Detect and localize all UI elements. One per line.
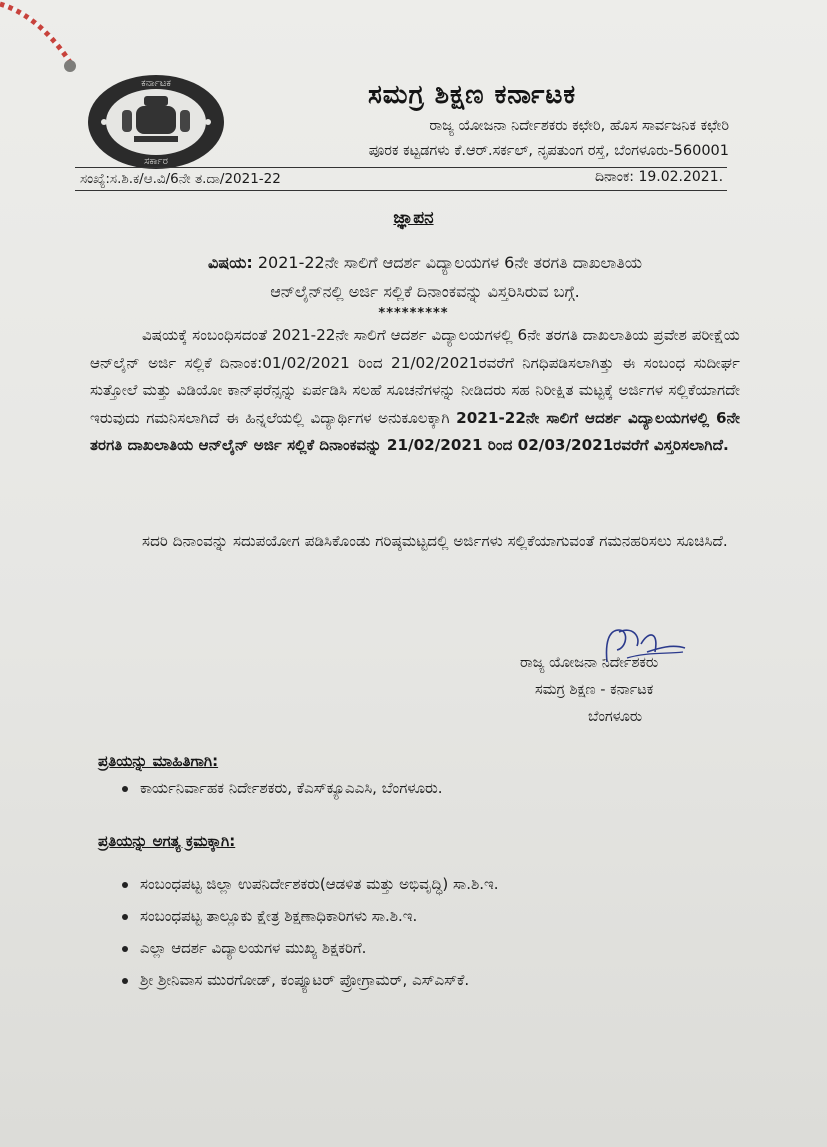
seal-bottom-text: ಸರ್ಕಾರ [144,156,168,167]
body-paragraph-1 [90,322,740,460]
signatory-designation: ರಾಜ್ಯ ಯೋಜನಾ ನಿರ್ದೇಶಕರು [520,655,659,671]
list-item: ಸಂಬಂಧಪಟ್ಟ ಜಿಲ್ಲಾ ಉಪನಿರ್ದೇಶಕರು(ಆಡಳಿತ ಮತ್ತು ಅಭಿವೃದ್ಧಿ) ಸಾ.ಶಿ.ಇ. [118,868,499,900]
reference-number: ಸಂಖ್ಯೆ:ಸ.ಶಿ.ಕ/ಆ.ವಿ/6ನೇ ತ.ದಾ/2021-22 [80,171,281,187]
header-divider-top [75,167,727,168]
header-divider-bottom [75,190,727,191]
signatory-city: ಬೆಂಗಳೂರು [588,709,643,725]
seal-top-text: ಕರ್ನಾಟಕ [141,78,171,89]
list-item: ಕಾರ್ಯನಿರ್ವಾಹಕ ನಿರ್ದೇಶಕರು, ಕೆಎಸ್‌ಕ್ಯೂಎಎಸಿ, ಬೆಂಗಳೂರು. [118,772,443,804]
separator-stars: ********* [378,306,449,321]
body-paragraph-2: ಸದರಿ ದಿನಾಂವನ್ನು ಸದುಪಯೋಗ ಪಡಿಸಿಕೊಂಡು ಗರಿಷ್ಠಮಟ್ಟದಲ್ಲಿ ಅರ್ಜಿಗಳು ಸಲ್ಲಿಕೆಯಾಗುವಂತೆ ಗಮನಹರಿಸಲು ಸೂಚಿಸಿದೆ. [142,532,728,550]
document-date: ದಿನಾಂಕ: 19.02.2021. [595,169,724,185]
organization-title: ಸಮಗ್ರ ಶಿಕ್ಷಣ ಕರ್ನಾಟಕ [368,80,577,110]
subject-line-1: 2021-22ನೇ ಸಾಲಿಗೆ ಆದರ್ಶ ವಿದ್ಯಾಲಯಗಳ 6ನೇ ತರಗತಿ ದಾಖಲಾತಿಯ [252,253,642,272]
karnataka-seal-icon [86,72,226,172]
signatory-organization: ಸಮಗ್ರ ಶಿಕ್ಷಣ - ಕರ್ನಾಟಕ [535,682,654,698]
copy-info-heading: ಪ್ರತಿಯನ್ನು ಮಾಹಿತಿಗಾಗಿ: [98,752,219,770]
subject-line-2: ಆನ್‌ಲೈನ್‌ನಲ್ಲಿ ಅರ್ಜಿ ಸಲ್ಲಿಕೆ ದಿನಾಂಕವನ್ನು ವಿಸ್ತರಿಸಿರುವ ಬಗ್ಗೆ. [270,282,580,301]
list-item: ಎಲ್ಲಾ ಆದರ್ಶ ವಿದ್ಯಾಲಯಗಳ ಮುಖ್ಯ ಶಿಕ್ಷಕರಿಗೆ. [118,932,499,964]
address-line-1: ರಾಜ್ಯ ಯೋಜನಾ ನಿರ್ದೇಶಕರು ಕಛೇರಿ, ಹೊಸ ಸಾರ್ವಜನಿಕ ಕಛೇರಿ [429,118,729,134]
address-line-2: ಪೂರಕ ಕಟ್ಟಡಗಳು ಕೆ.ಆರ್.ಸರ್ಕಲ್, ನೃಪತುಂಗ ರಸ್ತೆ, ಬೆಂಗಳೂರು-560001 [368,143,729,159]
list-item: ಸಂಬಂಧಪಟ್ಟ ತಾಲ್ಲೂಕು ಕ್ಷೇತ್ರ ಶಿಕ್ಷಣಾಧಿಕಾರಿಗಳು ಸಾ.ಶಿ.ಇ. [118,900,499,932]
body-paragraph-1-bold: 2021-22ನೇ ಸಾಲಿಗೆ ಆದರ್ಶ ವಿದ್ಯಾಲಯಗಳಲ್ಲಿ 6ನೇ ತರಗತಿ ದಾಖಲಾತಿಯ ಆನ್‌ಲೈನ್ ಅರ್ಜಿ ಸಲ್ಲಿಕೆ ದಿನಾಂಕವನ್ನು 21/02/2021 ರಿಂದ 02/03/2021ರವರೆಗೆ ವಿಸ್ತರಿಸಲಾಗಿದೆ. [90,408,740,454]
body-paragraph-1-text: ವಿಷಯಕ್ಕೆ ಸಂಬಂಧಿಸದಂತೆ 2021-22ನೇ ಸಾಲಿಗೆ ಆದರ್ಶ ವಿದ್ಯಾಲಯಗಳಲ್ಲಿ 6ನೇ ತರಗತಿ ದಾಖಲಾತಿಯ ಪ್ರವೇಶ ಪರೀಕ್ಷೆಯ ಆನ್‌ಲೈನ್ ಅರ್ಜಿ ಸಲ್ಲಿಕೆ ದಿನಾಂಕ:01/02/2021 ರಿಂದ 21/02/2021ರವರೆಗೆ ನಿಗಧಿಪಡಿಸಲಾಗಿತ್ತು ಈ ಸಂಬಂಧ ಸುದೀರ್ಘ ಸುತ್ತೋಲೆ ಮತ್ತು ವಿಡಿಯೋ ಕಾನ್‌ಫರೆನ್ಸನ್ನು ಏರ್ಪಡಿಸಿ ಸಲಹೆ ಸೂಚನೆಗಳನ್ನು ನೀಡಿದರು ಸಹ ನಿರೀಕ್ಷಿತ ಮಟ್ಟಕ್ಕೆ ಅರ್ಜಿಗಳ ಸಲ್ಲಿಕೆಯಾಗದೇ ಇರುವುದು ಗಮನಿಸಲಾಗಿದೆ ಈ ಹಿನ್ನಲೆಯಲ್ಲಿ ವಿದ್ಯಾರ್ಥಿಗಳ ಅನುಕೂಲಕ್ಕಾಗಿ [90,326,740,427]
tag-string-icon [0,0,90,80]
copy-info-list [118,772,443,804]
copy-action-heading: ಪ್ರತಿಯನ್ನು ಅಗತ್ಯ ಕ್ರಮಕ್ಕಾಗಿ: [98,832,236,850]
list-item: ಶ್ರೀ ಶ್ರೀನಿವಾಸ ಮುರಗೋಡ್, ಕಂಪ್ಯೂಟರ್ ಪ್ರೋಗ್ರಾಮರ್, ಎಸ್‌ಎಸ್‌ಕೆ. [118,964,499,996]
subject-block [100,248,750,306]
copy-action-list [118,868,499,996]
subject-label: ವಿಷಯ: [208,253,253,272]
notice-title: ಜ್ಞಾಪನ [393,208,434,228]
